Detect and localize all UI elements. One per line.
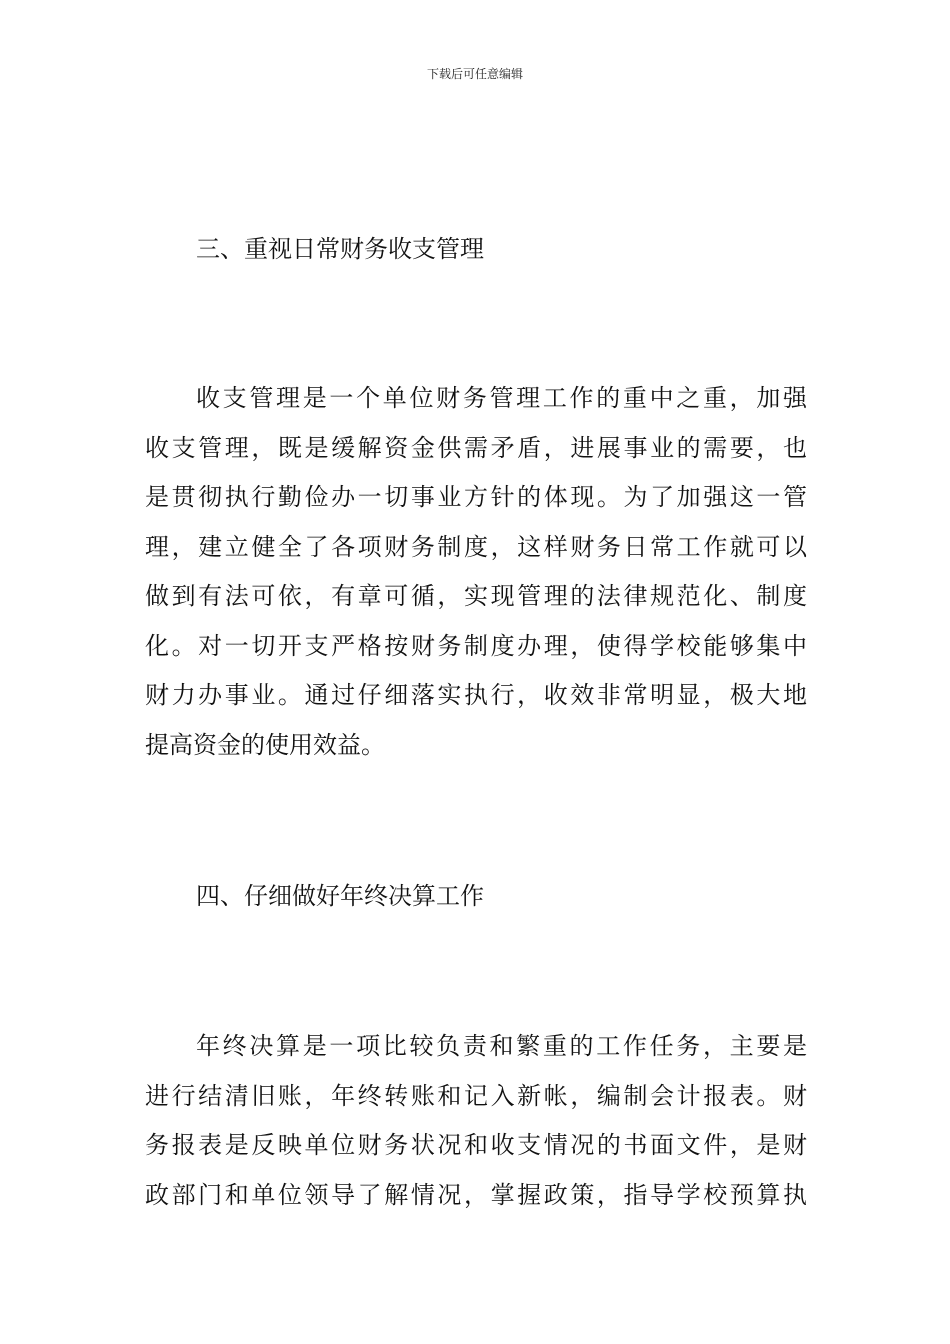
paragraph-line: 做到有法可依，有章可循，实现管理的法律规范化、制度 (145, 582, 807, 610)
paragraph-line: 收支管理是一个单位财务管理工作的重中之重，加强 (196, 384, 807, 412)
section-paragraph-3 (145, 382, 807, 778)
page-header: 下载后可任意编辑 (426, 67, 523, 81)
paragraph-line: 年终决算是一项比较负责和繁重的工作任务，主要是 (196, 1032, 807, 1060)
section-heading-3: 三、重视日常财务收支管理 (196, 235, 484, 263)
paragraph-line: 收支管理，既是缓解资金供需矛盾，进展事业的需要，也 (145, 433, 807, 462)
paragraph-line: 政部门和单位领导了解情况，掌握政策，指导学校预算执 (145, 1180, 807, 1209)
paragraph-line: 化。对一切开支严格按财务制度办理，使得学校能够集中 (145, 631, 807, 660)
paragraph-line: 提高资金的使用效益。 (145, 730, 385, 759)
paragraph-line: 理，建立健全了各项财务制度，这样财务日常工作就可以 (145, 532, 807, 561)
paragraph-line: 进行结清旧账，年终转账和记入新帐，编制会计报表。财 (145, 1081, 807, 1110)
paragraph-line: 务报表是反映单位财务状况和收支情况的书面文件，是财 (145, 1131, 807, 1159)
paragraph-line: 财力办事业。通过仔细落实执行，收效非常明显，极大地 (145, 681, 807, 709)
section-paragraph-4 (145, 1030, 807, 1228)
paragraph-line: 是贯彻执行勤俭办一切事业方针的体现。为了加强这一管 (145, 483, 807, 511)
section-heading-4: 四、仔细做好年终决算工作 (196, 882, 484, 910)
